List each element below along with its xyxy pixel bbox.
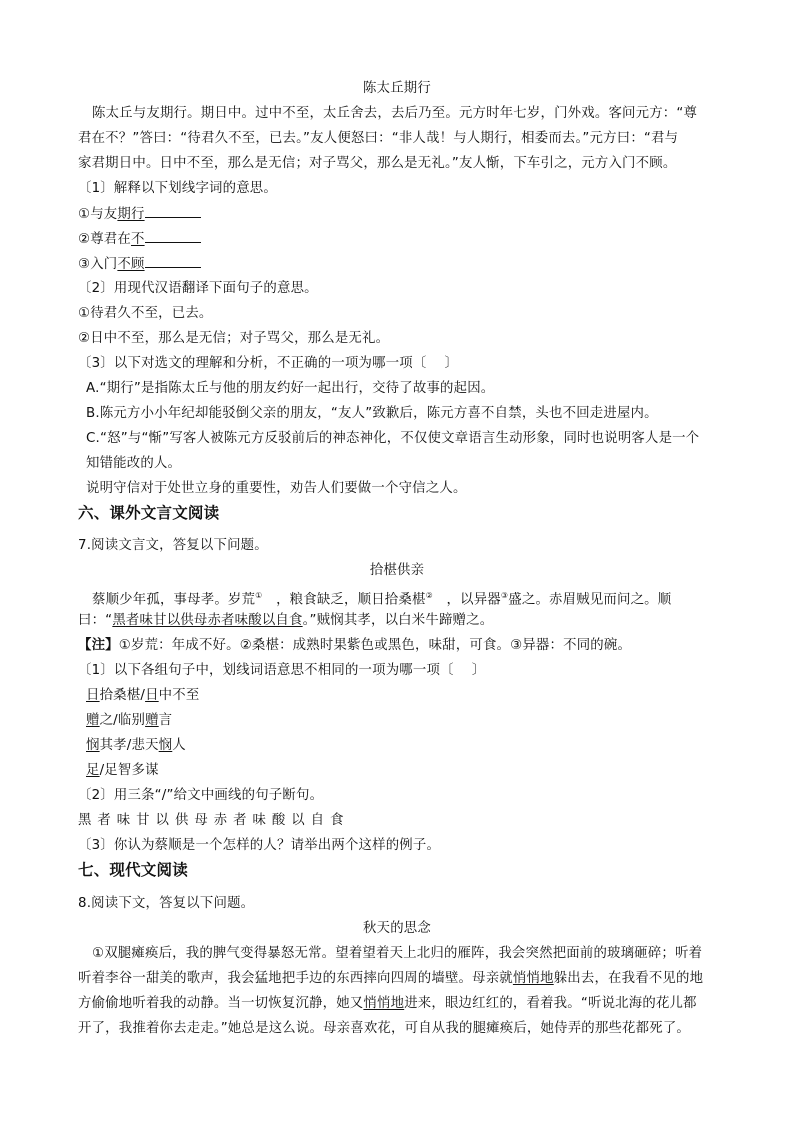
question-2-item-a: ①待君久不至，已去。	[78, 306, 213, 321]
text: 进来，眼边红红的，看着我。“听说北海的花儿都	[404, 996, 697, 1011]
section-intro: 8.阅读下文，答复以下问题。	[78, 896, 255, 911]
underlined-word: 不	[130, 232, 145, 247]
passage-title: 陈太丘期行	[363, 81, 431, 96]
text: ，以异器	[446, 592, 501, 608]
underlined-word: 赠	[145, 713, 159, 728]
option-b: B.陈元方小小年纪却能驳倒父亲的朋友，“友人”致歉后，陈元方喜不自禁，头也不回走进屋内。	[86, 406, 658, 421]
passage-line: 陈太丘与友期行。期日中。过中不至，太丘舍去，去后乃至。元方时年七岁，门外戏。客问元方：“尊	[92, 106, 698, 121]
underlined-word: 悄悄地	[363, 996, 405, 1011]
text: 其孝/悲天	[99, 738, 159, 753]
annotation	[78, 637, 631, 655]
text: 拾桑椹/	[99, 688, 146, 703]
section-heading-6: 六、课外文言文阅读	[78, 504, 220, 522]
annotation-label: 【注】	[78, 638, 119, 653]
underlined-word: 日	[145, 688, 159, 703]
text: 人	[172, 738, 186, 753]
passage-line	[78, 995, 697, 1013]
question-1-item-c	[78, 255, 201, 274]
option-1	[86, 687, 199, 705]
underlined-word: 足	[86, 763, 100, 778]
sentence-to-punctuate: 黑者味甘以供母赤者味酸以自食	[78, 813, 350, 828]
question-2-item-b: ②日中不至，那么是无信；对子骂父，那么是无礼。	[78, 331, 390, 346]
text: 言	[158, 713, 173, 728]
passage-title: 拾椹供亲	[369, 563, 425, 578]
underlined-word: 悄悄地	[512, 971, 554, 986]
underlined-word: 日	[86, 688, 100, 703]
text: /足智多谋	[99, 763, 159, 778]
item-text: ②尊君在	[78, 232, 131, 247]
option-c-cont: 知错能改的人。	[86, 456, 182, 471]
passage-line: 君在不？”答曰：“待君久不至，已去。”友人便怒曰：“非人哉！与人期行，相委而去。”元方曰：“君与	[78, 131, 679, 146]
text: 方偷偷地听着我的动静。当一切恢复沉静，她又	[78, 996, 364, 1011]
answer-blank[interactable]	[145, 205, 201, 218]
underlined-word: 悯	[158, 738, 173, 753]
text: 盛之。赤眉贼见而问之。顺	[508, 592, 672, 608]
annotation-text: ①岁荒：年成不好。②桑椹：成熟时果紫色或黑色，味甜，可食。③异器：不同的碗。	[118, 638, 632, 653]
item-text: ③入门	[78, 257, 118, 272]
option-2	[86, 712, 172, 730]
question-1: 〔1〕解释以下划线字词的意思。	[78, 181, 277, 196]
text: 中不至	[158, 688, 200, 703]
question-3: 〔3〕你认为蔡顺是一个怎样的人？请举出两个这样的例子。	[78, 838, 441, 853]
option-c: C.“怒”与“惭”写客人被陈元方反驳前后的神态神化，不仅使文章语言生动形象，同时也说明客人是一个	[86, 431, 700, 446]
passage-line	[78, 970, 703, 988]
text: 之/临别	[99, 713, 146, 728]
text: 听着李谷一甜美的歌声，我会猛地把手边的东西摔向四周的墙壁。母亲就	[78, 971, 513, 986]
section-intro: 7.阅读文言文，答复以下问题。	[78, 538, 268, 553]
question-3: 〔3〕以下对选文的理解和分析，不正确的一项为哪一项〔 〕	[78, 356, 459, 371]
footnote-marker: ②	[425, 591, 433, 600]
underlined-sentence: 黑者味甘以供母赤者味酸以自食	[112, 613, 303, 628]
underlined-word: 赠	[86, 713, 100, 728]
footnote-marker: ③	[500, 591, 509, 600]
option-4	[86, 762, 159, 780]
question-1-item-a	[78, 205, 201, 224]
passage-line: ①双腿瘫痪后，我的脾气变得暴怒无常。望着望着天上北归的雁阵，我会突然把面前的玻璃砸碎；听着	[92, 946, 703, 961]
text: 躲出去，在我看不见的地	[553, 971, 704, 986]
option-d: 说明守信对于处世立身的重要性，劝告人们要做一个守信之人。	[86, 481, 467, 496]
question-1: 〔1〕以下各组句子中，划线词语意思不相同的一项为哪一项〔 〕	[78, 663, 486, 678]
text: 。”贼悯其孝，以白米牛蹄赠之。	[302, 613, 494, 628]
text: 曰：“	[78, 613, 113, 628]
passage-line	[92, 587, 671, 609]
text: 蔡顺少年孤，事母孝。岁荒	[92, 592, 256, 608]
passage-line: 开了，我推着你去走走。”她总是这么说。母亲喜欢花，可自从我的腿瘫痪后，她侍弄的那些花都死了。	[78, 1021, 691, 1036]
question-2: 〔2〕用三条“/”给文中画线的句子断句。	[78, 788, 324, 803]
option-a: A.“期行”是指陈太丘与他的朋友约好一起出行，交待了故事的起因。	[86, 381, 495, 396]
section-heading-7: 七、现代文阅读	[78, 861, 188, 879]
passage-line: 家君期日中。日中不至，那么是无信；对子骂父，那么是无礼。”友人惭，下车引之，元方入门不顾。	[78, 156, 677, 171]
underlined-word: 悯	[86, 738, 100, 753]
answer-blank[interactable]	[145, 255, 201, 268]
option-3	[86, 737, 186, 755]
question-1-item-b	[78, 230, 201, 249]
text: ，粮食缺乏，顺日拾桑椹	[276, 592, 426, 608]
question-2: 〔2〕用现代汉语翻译下面句子的意思。	[78, 281, 318, 296]
answer-blank[interactable]	[145, 230, 201, 243]
underlined-word: 不顾	[117, 257, 145, 272]
item-text: ①与友	[78, 207, 118, 222]
passage-title: 秋天的思念	[363, 921, 431, 936]
passage-line	[78, 612, 493, 630]
footnote-marker: ①	[255, 591, 263, 600]
underlined-word: 期行	[117, 207, 145, 222]
